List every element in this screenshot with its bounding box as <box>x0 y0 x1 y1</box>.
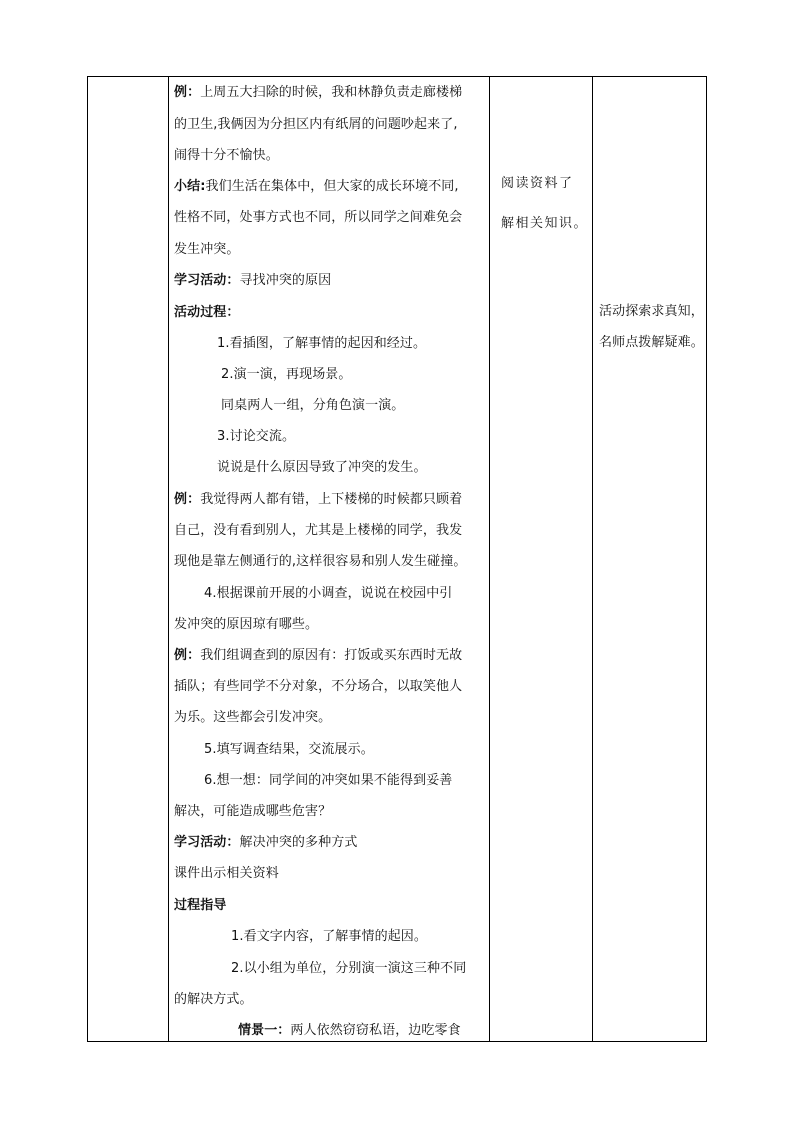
text-line <box>238 1023 461 1039</box>
body-text: 6.想一想：同学间的冲突如果不能得到妥善 <box>204 773 453 788</box>
text-line <box>221 367 352 383</box>
body-text: 自己，没有看到别人，尤其是上楼梯的同学，我发 <box>174 523 463 538</box>
text-line <box>174 554 466 570</box>
text-line <box>221 398 404 414</box>
body-text: 现他是靠左侧通行的,这样很容易和别人发生碰撞。 <box>174 554 467 569</box>
body-text: 发生冲突。 <box>174 242 240 257</box>
student-activity-text: 阅读资料了 <box>501 176 574 191</box>
text-line <box>174 648 462 664</box>
bold-label: 学习活动： <box>174 273 240 288</box>
text-line <box>204 773 452 789</box>
text-line <box>174 523 462 539</box>
text-line <box>174 117 458 133</box>
body-text: 2.演一演，再现场景。 <box>221 367 352 382</box>
body-text: 性格不同，处事方式也不同，所以同学之间难免会 <box>174 210 463 225</box>
bold-label: 小结: <box>174 179 206 194</box>
body-text: 我们生活在集体中，但大家的成长环境不同, <box>205 179 459 194</box>
column-divider <box>592 77 593 1041</box>
text-line <box>174 898 226 914</box>
body-text: 说说是什么原因导致了冲突的发生。 <box>217 460 427 475</box>
body-text: 插队；有些同学不分对象，不分场合，以取笑他人 <box>174 679 463 694</box>
body-text: 为乐。这些都会引发冲突。 <box>174 710 332 725</box>
text-line <box>217 460 427 476</box>
body-text: 我觉得两人都有错，上下楼梯的时候都只顾着 <box>200 492 463 507</box>
text-line <box>174 835 357 851</box>
text-line <box>174 179 459 195</box>
bold-label: 例： <box>174 85 201 100</box>
text-line <box>231 961 466 977</box>
body-text: 课件出示相关资料 <box>174 866 279 881</box>
body-text: 3.讨论交流。 <box>217 429 296 444</box>
body-text: 上周五大扫除的时候，我和林静负责走廊楼梯 <box>200 85 463 100</box>
text-line <box>174 710 331 726</box>
body-text: 2.以小组为单位，分别演一演这三种不同 <box>231 961 467 976</box>
body-text: 的卫生,我俩因为分担区内有纸屑的问题吵起来了, <box>174 117 458 132</box>
student-activity-text: 解相关知识。 <box>501 216 589 231</box>
bold-label: 情景一： <box>238 1023 291 1038</box>
design-intent-text: 名师点拨解疑难。 <box>599 335 704 350</box>
body-text: 解决冲突的多种方式 <box>239 835 358 850</box>
bold-label: 学习活动： <box>174 835 240 850</box>
text-line <box>174 210 462 226</box>
body-text: 寻找冲突的原因 <box>239 273 332 288</box>
bold-label: 例： <box>174 648 201 663</box>
text-line <box>204 742 374 758</box>
body-text: 同桌两人一组，分角色演一演。 <box>221 398 405 413</box>
text-line <box>174 305 240 321</box>
body-text: 1.看插图，了解事情的起因和经过。 <box>217 336 427 351</box>
text-line <box>174 992 253 1008</box>
text-line <box>174 492 462 508</box>
body-text: 5.填写调查结果，交流展示。 <box>204 742 374 757</box>
text-line <box>174 866 279 882</box>
text-line <box>231 929 427 945</box>
body-text: 解决，可能造成哪些危害？ <box>174 804 332 819</box>
bold-label: 例： <box>174 492 201 507</box>
text-line <box>174 804 331 820</box>
bold-label: 活动过程： <box>174 305 240 320</box>
text-line <box>174 85 462 101</box>
body-text: 1.看文字内容，了解事情的起因。 <box>231 929 428 944</box>
design-intent-text: 活动探索求真知， <box>599 304 704 319</box>
column-divider <box>489 77 490 1041</box>
text-line <box>174 273 331 289</box>
body-text: 两人依然窃窃私语，边吃零食 <box>290 1023 461 1038</box>
body-text: 4.根据课前开展的小调查，说说在校园中引 <box>204 586 453 601</box>
text-line <box>204 586 452 602</box>
column-divider <box>168 77 169 1041</box>
text-line <box>174 242 240 258</box>
text-line <box>174 148 279 164</box>
text-line <box>174 617 318 633</box>
text-line <box>217 429 295 445</box>
body-text: 闹得十分不愉快。 <box>174 148 279 163</box>
bold-label: 过程指导 <box>174 898 227 913</box>
lesson-plan-table <box>87 76 707 1042</box>
body-text: 的解决方式。 <box>174 992 253 1007</box>
text-line <box>217 336 426 352</box>
body-text: 我们组调查到的原因有：打饭或买东西时无故 <box>200 648 463 663</box>
body-text: 发冲突的原因琼有哪些。 <box>174 617 319 632</box>
text-line <box>174 679 462 695</box>
